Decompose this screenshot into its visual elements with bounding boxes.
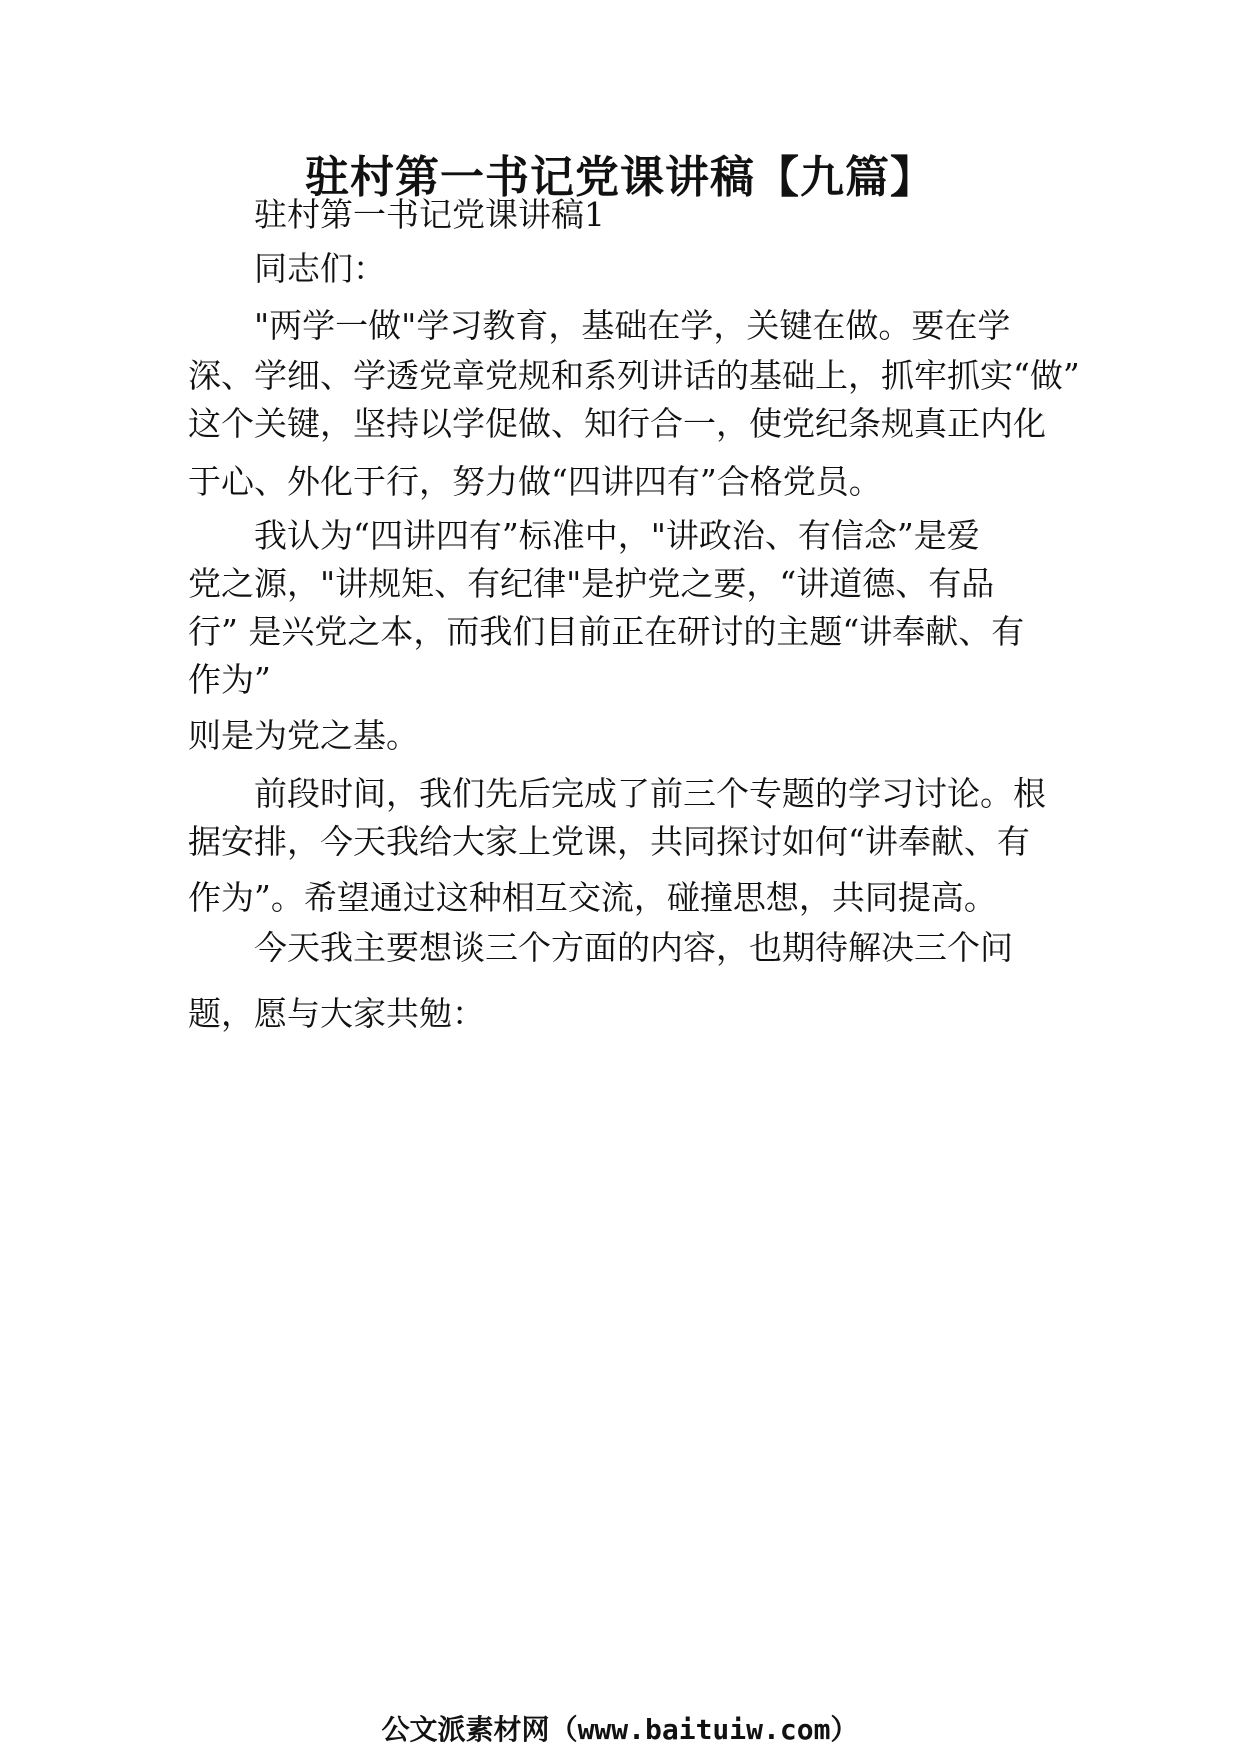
document-subtitle: 驻村第一书记党课讲稿1	[254, 195, 605, 234]
greeting: 同志们：	[254, 249, 386, 288]
paragraph-line: 据安排，今天我给大家上党课，共同探讨如何“讲奉献、有	[188, 822, 1030, 861]
paragraph-line: 这个关键，坚持以学促做、知行合一，使党纪条规真正内化	[188, 404, 1046, 443]
paragraph-line: 于心、外化于行，努力做“四讲四有”合格党员。	[188, 462, 882, 501]
paragraph-line: 前段时间，我们先后完成了前三个专题的学习讨论。根	[254, 774, 1046, 813]
footer-watermark	[0, 1712, 1240, 1748]
paragraph-line: 则是为党之基。	[188, 716, 419, 755]
paragraph-line: 作为”	[188, 660, 271, 699]
paragraph-line: "两学一做"学习教育，基础在学，关键在做。要在学	[254, 306, 1011, 345]
paragraph-line: 作为”。希望通过这种相互交流，碰撞思想，共同提高。	[188, 878, 997, 917]
paragraph-line: 我认为“四讲四有”标准中，"讲政治、有信念”是爱	[254, 516, 980, 555]
footer-site-url[interactable]: （www.baituiw.com）	[549, 1713, 859, 1746]
paragraph-line: 今天我主要想谈三个方面的内容，也期待解决三个问	[254, 928, 1013, 967]
paragraph-line: 党之源，"讲规矩、有纪律"是护党之要，“讲道德、有品	[188, 564, 995, 603]
paragraph-line: 深、学细、学透党章党规和系列讲话的基础上，抓牢抓实“做”	[188, 356, 1080, 395]
footer-site-name: 公文派素材网	[381, 1713, 550, 1746]
document-title: 驻村第一书记党课讲稿【九篇】	[305, 152, 935, 203]
paragraph-line: 行” 是兴党之本，而我们目前正在研讨的主题“讲奉献、有	[188, 612, 1025, 651]
paragraph-line: 题，愿与大家共勉：	[188, 994, 485, 1033]
